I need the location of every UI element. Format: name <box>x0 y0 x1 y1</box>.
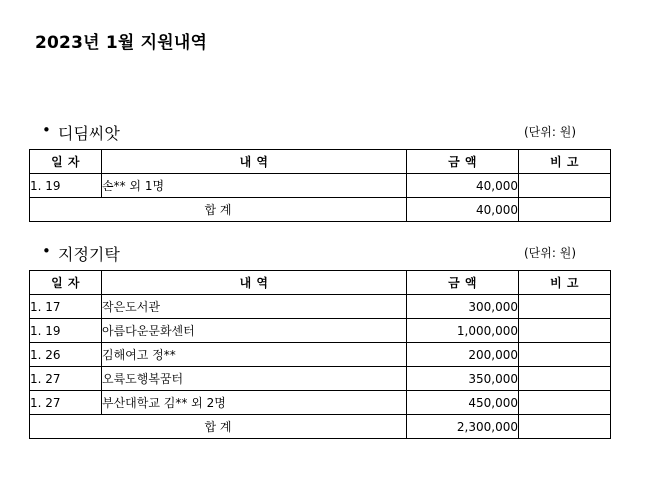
header-note: 비 고 <box>519 150 611 174</box>
cell-desc: 김해여고 정** <box>102 343 407 367</box>
table-row <box>30 367 611 391</box>
table-row <box>30 391 611 415</box>
cell-amount: 350,000 <box>407 367 519 391</box>
cell-amount: 40,000 <box>407 174 519 198</box>
cell-note <box>519 295 611 319</box>
cell-date: 1. 17 <box>30 295 102 319</box>
unit-label: (단위: 원) <box>524 125 576 139</box>
cell-amount: 300,000 <box>407 295 519 319</box>
cell-date: 1. 27 <box>30 391 102 415</box>
cell-desc: 오륙도행복꿈터 <box>102 367 407 391</box>
header-date: 일 자 <box>30 150 102 174</box>
cell-amount: 200,000 <box>407 343 519 367</box>
cell-note <box>519 319 611 343</box>
bullet-icon: • <box>42 242 51 260</box>
section-header-didim <box>42 121 590 143</box>
bullet-icon: • <box>42 121 51 139</box>
section-title: 지정기탁 <box>58 245 120 264</box>
section-header-designated <box>42 242 590 264</box>
table-designated <box>29 270 611 439</box>
table-row <box>30 174 611 198</box>
cell-date: 1. 19 <box>30 174 102 198</box>
table-header-row <box>30 150 611 174</box>
table-header-row <box>30 271 611 295</box>
cell-note <box>519 391 611 415</box>
total-note <box>519 198 611 222</box>
cell-note <box>519 174 611 198</box>
unit-label: (단위: 원) <box>524 246 576 260</box>
total-amount: 2,300,000 <box>407 415 519 439</box>
cell-desc: 손** 외 1명 <box>102 174 407 198</box>
table-row <box>30 343 611 367</box>
cell-desc: 아름다운문화센터 <box>102 319 407 343</box>
total-row <box>30 198 611 222</box>
cell-desc: 부산대학교 김** 외 2명 <box>102 391 407 415</box>
header-note: 비 고 <box>519 271 611 295</box>
page-title: 2023년 1월 지원내역 <box>35 33 208 53</box>
total-amount: 40,000 <box>407 198 519 222</box>
cell-desc: 작은도서관 <box>102 295 407 319</box>
table-row <box>30 295 611 319</box>
header-desc: 내 역 <box>102 271 407 295</box>
cell-note <box>519 367 611 391</box>
header-desc: 내 역 <box>102 150 407 174</box>
cell-amount: 450,000 <box>407 391 519 415</box>
cell-date: 1. 19 <box>30 319 102 343</box>
total-label: 합 계 <box>30 198 407 222</box>
total-label: 합 계 <box>30 415 407 439</box>
header-amount: 금 액 <box>407 271 519 295</box>
total-note <box>519 415 611 439</box>
table-didim <box>29 149 611 222</box>
cell-date: 1. 26 <box>30 343 102 367</box>
cell-note <box>519 343 611 367</box>
section-title: 디딤씨앗 <box>58 124 120 143</box>
total-row <box>30 415 611 439</box>
cell-amount: 1,000,000 <box>407 319 519 343</box>
cell-date: 1. 27 <box>30 367 102 391</box>
header-amount: 금 액 <box>407 150 519 174</box>
header-date: 일 자 <box>30 271 102 295</box>
table-row <box>30 319 611 343</box>
